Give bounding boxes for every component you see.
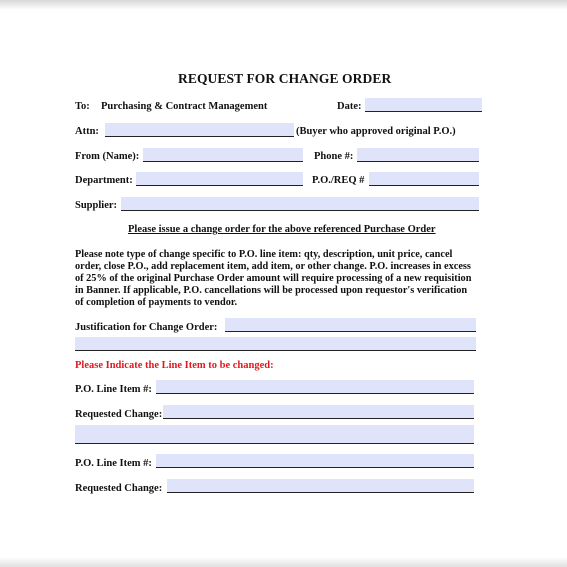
instructions-line-4: in Banner. If applicable, P.O. cancellations will be processed upon requestor's verification <box>75 285 468 296</box>
po-line-item-field-2[interactable] <box>156 454 474 468</box>
justification-label: Justification for Change Order: <box>75 322 218 333</box>
instructions-line-3: of 25% of the original Purchase Order amount will require processing of a new requisition <box>75 273 472 284</box>
phone-field[interactable] <box>357 148 479 162</box>
from-name-field[interactable] <box>143 148 303 162</box>
justification-field-2[interactable] <box>75 337 476 351</box>
department-label: Department: <box>75 175 133 186</box>
requested-change-field-1c[interactable] <box>75 435 474 444</box>
form-title: REQUEST FOR CHANGE ORDER <box>178 71 392 86</box>
supplier-label: Supplier: <box>75 200 118 211</box>
po-line-item-label-1: P.O. Line Item #: <box>75 384 152 395</box>
page-top-shadow <box>0 0 567 10</box>
attn-label: Attn: <box>75 126 99 137</box>
instructions-line-2: order, close P.O., add replacement item, add item, or other change. P.O. increases in excess <box>75 261 471 272</box>
supplier-field[interactable] <box>121 197 479 211</box>
from-name-label: From (Name): <box>75 151 140 162</box>
po-line-item-label-2: P.O. Line Item #: <box>75 458 152 469</box>
po-req-field[interactable] <box>369 172 479 186</box>
requested-change-label-1: Requested Change: <box>75 409 163 420</box>
po-line-item-field-1[interactable] <box>156 380 474 394</box>
attn-field[interactable] <box>105 123 294 137</box>
requested-change-label-2: Requested Change: <box>75 483 163 494</box>
department-field[interactable] <box>136 172 303 186</box>
po-req-label: P.O./REQ # <box>312 175 365 186</box>
page-bottom-shadow <box>0 557 567 567</box>
requested-change-field-1a[interactable] <box>163 405 474 419</box>
change-order-notice: Please issue a change order for the above referenced Purchase Order <box>128 224 436 235</box>
to-value: Purchasing & Contract Management <box>101 101 268 112</box>
instructions-line-5: of completion of payments to vendor. <box>75 297 238 308</box>
attn-note: (Buyer who approved original P.O.) <box>296 126 456 137</box>
phone-label: Phone #: <box>314 151 354 162</box>
requested-change-field-2[interactable] <box>167 479 474 493</box>
date-field[interactable] <box>365 98 482 112</box>
date-label: Date: <box>337 101 362 112</box>
to-label: To: <box>75 101 90 112</box>
justification-field-1[interactable] <box>225 318 476 332</box>
line-item-heading: Please Indicate the Line Item to be changed: <box>75 360 274 371</box>
instructions-line-1: Please note type of change specific to P.O. line item: qty, description, unit price, cancel <box>75 249 453 260</box>
